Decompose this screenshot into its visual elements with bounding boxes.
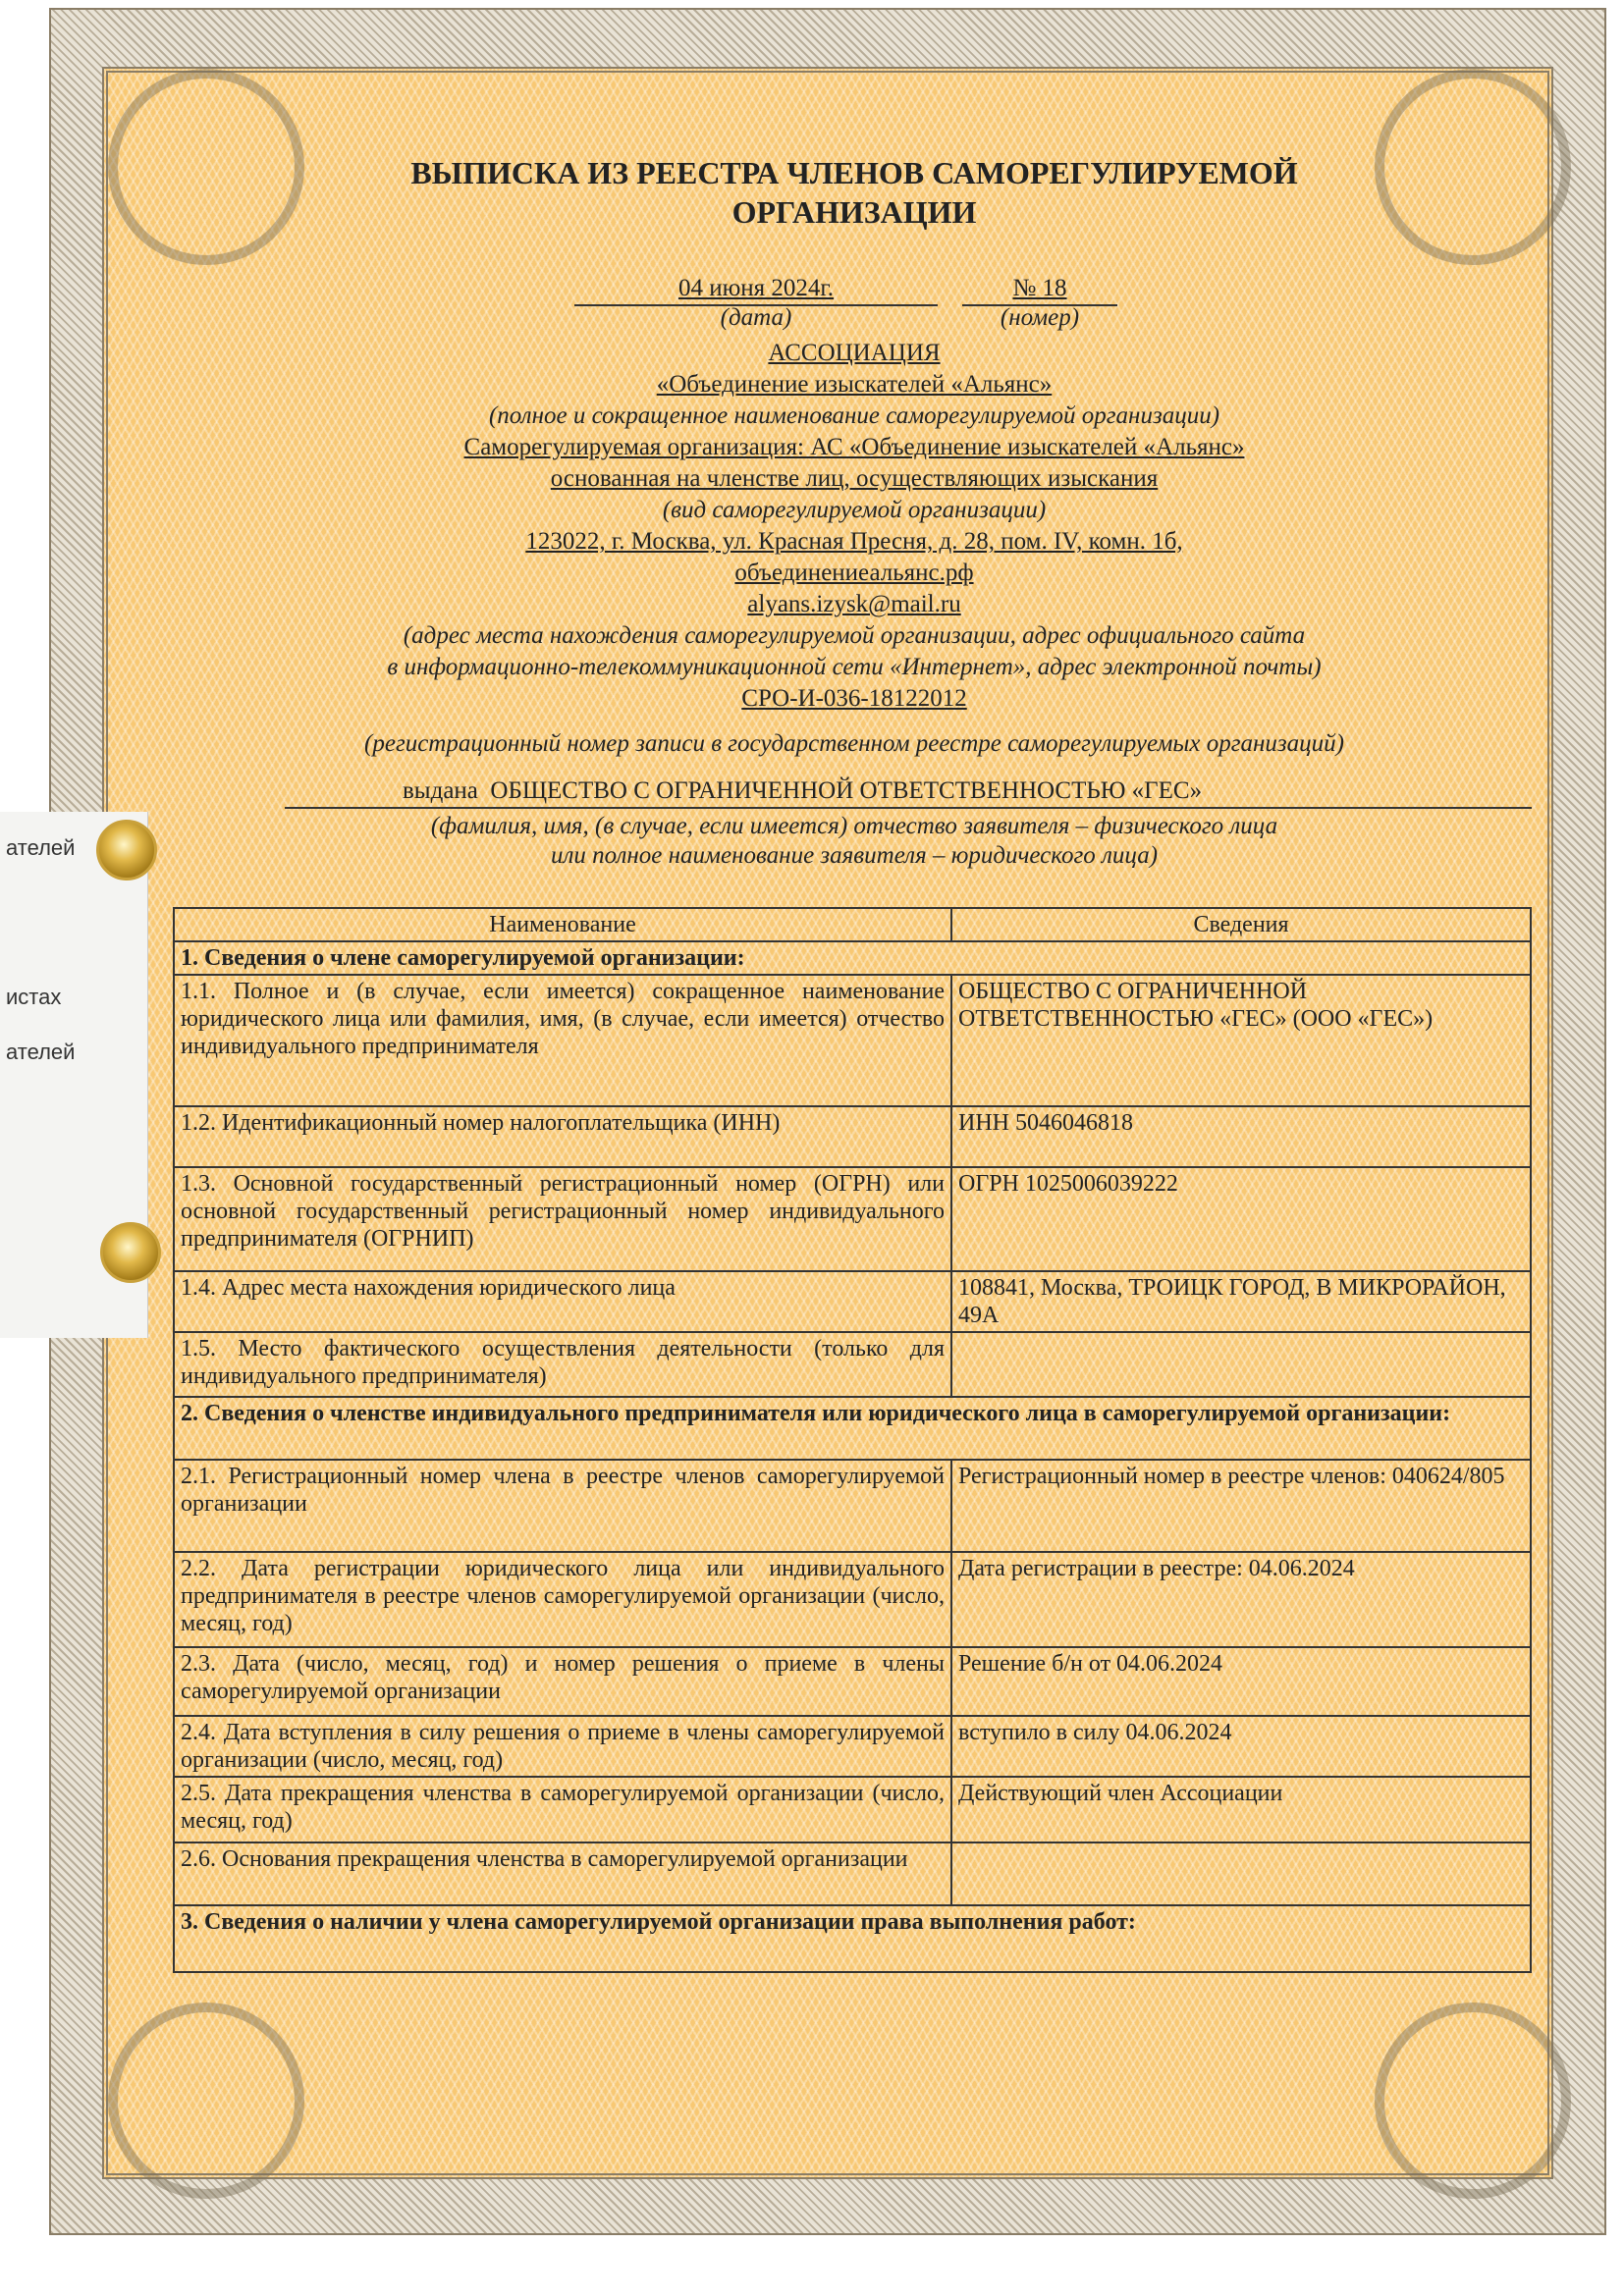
org-name-caption: (полное и сокращенное наименование саморегулируемой организации) bbox=[488, 402, 1220, 429]
tab-text: ателей bbox=[6, 1040, 76, 1064]
row-label: 2.6. Основания прекращения членства в саморегулируемой организации bbox=[174, 1842, 951, 1905]
sro-reg-number: СРО-И-036-18122012 bbox=[741, 685, 967, 712]
row-value: ОГРН 1025006039222 bbox=[951, 1167, 1531, 1271]
table-row bbox=[174, 1552, 1531, 1647]
section-3: 3. Сведения о наличии у члена саморегулируемой организации права выполнения работ: bbox=[174, 1905, 1531, 1972]
document-title-line2: ОРГАНИЗАЦИИ bbox=[731, 194, 977, 230]
row-label: 2.5. Дата прекращения членства в саморегулируемой организации (число, месяц, год) bbox=[174, 1777, 951, 1842]
row-label: 2.1. Регистрационный номер члена в реестре членов саморегулируемой организации bbox=[174, 1460, 951, 1552]
register-table bbox=[173, 907, 1532, 1973]
row-value: ИНН 5046046818 bbox=[951, 1106, 1531, 1167]
table-row bbox=[174, 975, 1531, 1106]
corner-ornament bbox=[1375, 2002, 1571, 2199]
table-row bbox=[174, 1647, 1531, 1716]
table-row bbox=[174, 1777, 1531, 1842]
row-value: Действующий член Ассоциации bbox=[951, 1777, 1531, 1842]
issued-caption-1: (фамилия, имя, (в случае, если имеется) отчество заявителя – физического лица bbox=[430, 813, 1278, 839]
row-value bbox=[951, 1332, 1531, 1397]
sro-website: объединениеальянс.рф bbox=[734, 560, 974, 586]
table-row bbox=[174, 1271, 1531, 1332]
row-label: 1.4. Адрес места нахождения юридического лица bbox=[174, 1271, 951, 1332]
sro-name: Саморегулируемая организация: АС «Объединение изыскателей «Альянс» bbox=[463, 434, 1245, 460]
table-row bbox=[174, 1716, 1531, 1777]
row-label: 1.3. Основной государственный регистрационный номер (ОГРН) или основной государственный регистрационный номер индивидуального предпринимателя (ОГРНИП) bbox=[174, 1167, 951, 1271]
table-row bbox=[174, 1106, 1531, 1167]
table-row bbox=[174, 1332, 1531, 1397]
org-name: «Объединение изыскателей «Альянс» bbox=[656, 371, 1053, 398]
header-details: Сведения bbox=[951, 908, 1531, 941]
row-value: Решение б/н от 04.06.2024 bbox=[951, 1647, 1531, 1716]
sro-email: alyans.izysk@mail.ru bbox=[747, 591, 961, 617]
number-caption: (номер) bbox=[1000, 304, 1080, 331]
row-label: 1.5. Место фактического осуществления деятельности (только для индивидуального предпринимателя) bbox=[174, 1332, 951, 1397]
row-value: 108841, Москва, ТРОИЦК ГОРОД, В МИКРОРАЙОН, 49А bbox=[951, 1271, 1531, 1332]
section-1: 1. Сведения о члене саморегулируемой организации: bbox=[174, 941, 1531, 975]
issue-date: 04 июня 2024г. bbox=[574, 273, 938, 306]
row-value: вступило в силу 04.06.2024 bbox=[951, 1716, 1531, 1777]
issued-to: выдана ОБЩЕСТВО С ОГРАНИЧЕННОЙ ОТВЕТСТВЕННОСТЬЮ «ГЕС» bbox=[285, 775, 1532, 809]
header-name: Наименование bbox=[174, 908, 951, 941]
grommet-icon bbox=[96, 820, 157, 881]
tab-text: истах bbox=[6, 985, 62, 1009]
table-row bbox=[174, 1460, 1531, 1552]
row-label: 1.1. Полное и (в случае, если имеется) сокращенное наименование юридического лица или фамилия, имя, (в случае, если имеется) отчество индивидуального предпринимателя bbox=[174, 975, 951, 1106]
issued-caption-2: или полное наименование заявителя – юридического лица) bbox=[550, 842, 1159, 869]
sro-basis: основанная на членстве лиц, осуществляющих изыскания bbox=[550, 465, 1159, 492]
reg-number-caption: (регистрационный номер записи в государственном реестре саморегулируемых организаций) bbox=[364, 730, 1344, 757]
row-value: ОБЩЕСТВО С ОГРАНИЧЕННОЙ ОТВЕТСТВЕННОСТЬЮ «ГЕС» (ООО «ГЕС») bbox=[951, 975, 1531, 1106]
row-value bbox=[951, 1842, 1531, 1905]
row-value: Регистрационный номер в реестре членов: 040624/805 bbox=[951, 1460, 1531, 1552]
row-label: 1.2. Идентификационный номер налогоплательщика (ИНН) bbox=[174, 1106, 951, 1167]
document-title: ВЫПИСКА ИЗ РЕЕСТРА ЧЛЕНОВ САМОРЕГУЛИРУЕМОЙ bbox=[410, 155, 1298, 190]
issue-number: № 18 bbox=[962, 273, 1117, 306]
sro-basis-caption: (вид саморегулируемой организации) bbox=[662, 497, 1047, 523]
row-value: Дата регистрации в реестре: 04.06.2024 bbox=[951, 1552, 1531, 1647]
date-caption: (дата) bbox=[720, 304, 792, 331]
row-label: 2.2. Дата регистрации юридического лица или индивидуального предпринимателя в реестре членов саморегулируемой организации (число, месяц, год) bbox=[174, 1552, 951, 1647]
grommet-icon bbox=[100, 1222, 161, 1283]
org-type: АССОЦИАЦИЯ bbox=[768, 340, 941, 366]
row-label: 2.3. Дата (число, месяц, год) и номер решения о приеме в члены саморегулируемой организации bbox=[174, 1647, 951, 1716]
row-label: 2.4. Дата вступления в силу решения о приеме в члены саморегулируемой организации (число, месяц, год) bbox=[174, 1716, 951, 1777]
table-row bbox=[174, 1842, 1531, 1905]
address-caption-2: в информационно-телекоммуникационной сети «Интернет», адрес электронной почты) bbox=[387, 654, 1322, 680]
corner-ornament bbox=[108, 2002, 304, 2199]
address-caption-1: (адрес места нахождения саморегулируемой организации, адрес официального сайта bbox=[403, 622, 1306, 649]
table-row bbox=[174, 1167, 1531, 1271]
tab-text: ателей bbox=[6, 835, 76, 860]
section-2: 2. Сведения о членстве индивидуального предпринимателя или юридического лица в саморегулируемой организации: bbox=[174, 1397, 1531, 1460]
sro-address: 123022, г. Москва, ул. Красная Пресня, д. 28, пом. IV, комн. 1б, bbox=[525, 528, 1183, 555]
